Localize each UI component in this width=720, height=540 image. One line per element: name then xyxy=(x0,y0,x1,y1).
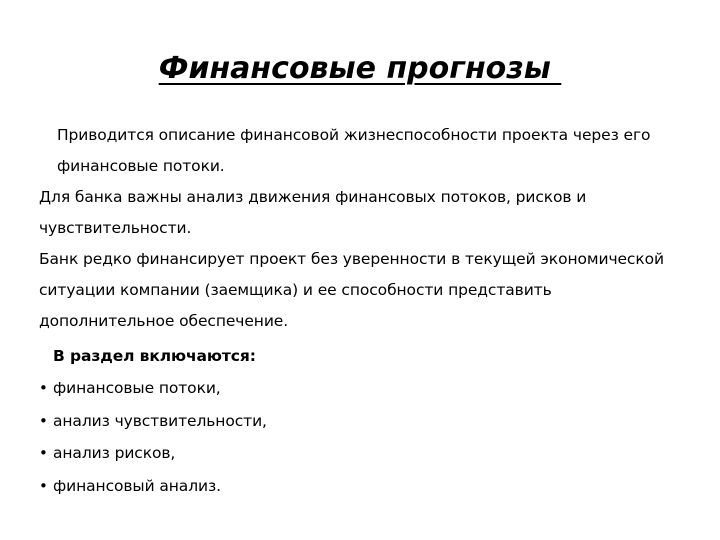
list-item xyxy=(39,405,689,438)
slide-body xyxy=(39,120,689,502)
section-subheading: В раздел включаются: xyxy=(53,347,256,365)
slide-title: Финансовые прогнозы xyxy=(158,51,562,86)
bullet-list xyxy=(39,372,689,502)
list-item-text: анализ чувствительности, xyxy=(53,411,267,430)
paragraph-bank-analysis: Для банка важны анализ движения финансовых потоков, рисков и чувствительности. xyxy=(39,188,587,237)
bullet-icon: • xyxy=(39,379,48,397)
paragraph-description: Приводится описание финансовой жизнеспособности проекта через его финансовые потоки. xyxy=(57,126,651,175)
list-item xyxy=(39,372,689,405)
list-item xyxy=(39,437,689,470)
bullet-icon: • xyxy=(39,411,48,430)
bullet-icon: • xyxy=(39,444,48,462)
paragraph-bank-financing: Банк редко финансирует проект без уверенности в текущей экономической ситуации компании (заемщика) и ее способности представить дополнительное обеспечение. xyxy=(39,250,664,330)
list-item-text: анализ рисков, xyxy=(53,444,176,462)
list-item-text: финансовый анализ. xyxy=(53,476,221,495)
list-item-text: финансовые потоки, xyxy=(53,379,221,397)
list-item xyxy=(39,470,689,503)
bullet-icon: • xyxy=(39,476,48,495)
